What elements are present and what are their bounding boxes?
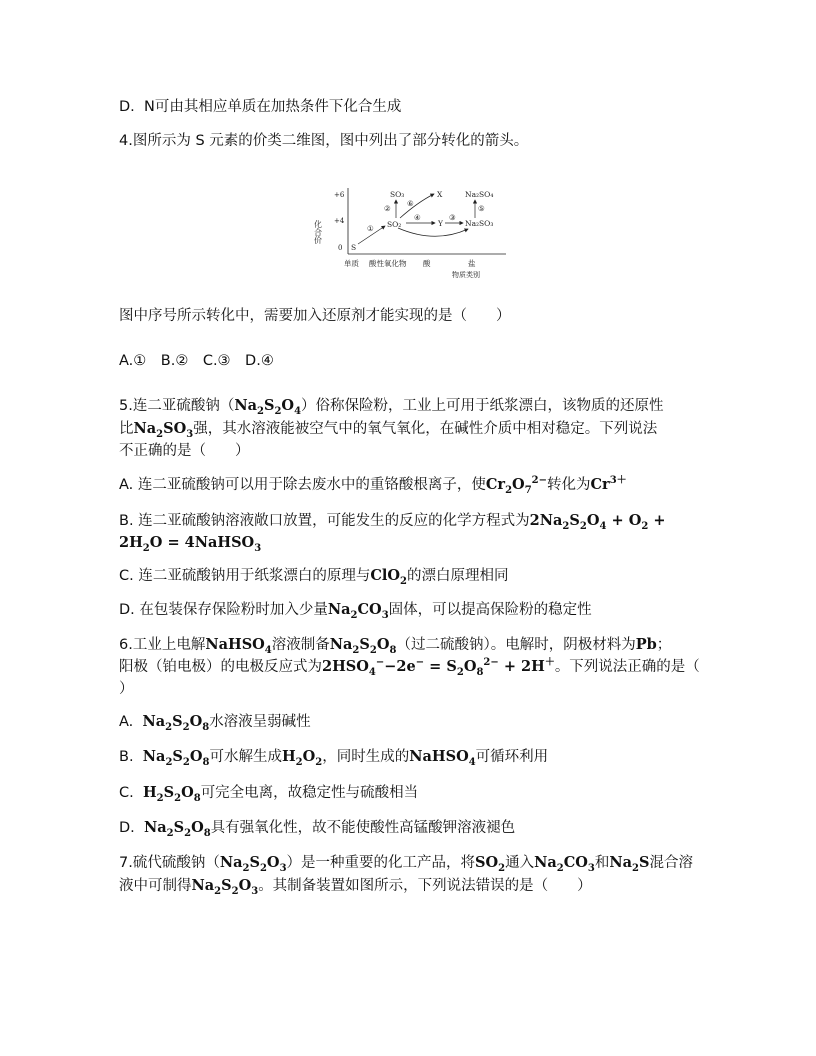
arrow-number: ⑤ (478, 204, 485, 213)
formula-pb: Pb (635, 636, 657, 653)
option-text: 可完全电离，故稳定性与硫酸相当 (200, 785, 419, 801)
option-label: D. (119, 99, 135, 115)
q6-option-b: B. $Na_2S_2O_8$可水解生成$H_2O_2$，同时生成的NaHSO$_4$可循环利用 (119, 748, 549, 768)
x-category: 单质 (344, 259, 359, 268)
formula-h2o2: $H_2O_2$ (281, 748, 323, 768)
species-na2so3: Na₂SO₃ (465, 219, 494, 228)
q5-option-c (119, 566, 509, 586)
q6-stem-part: （过二硫酸钠）。电解时，阴极材料为 (396, 637, 636, 653)
y-tick: 0 (338, 244, 343, 252)
question-7-line-1 (119, 853, 693, 873)
formula-clo2: ClO$_2$ (370, 567, 407, 587)
formula-na2s: $Na_2S$ (609, 854, 650, 874)
species-x: X (437, 190, 443, 199)
formula-cr3: $Cr^{3+}$ (590, 475, 627, 493)
x-category: 酸 (423, 259, 431, 268)
arrow-number: ② (384, 204, 391, 213)
q5-option-d (119, 600, 592, 620)
q6-stem-part: 溶液制备 (271, 637, 330, 653)
x-category: 盐 (468, 259, 476, 268)
option-text: 水溶液呈弱碱性 (209, 714, 311, 730)
q6-stem-part: 阳极（铂电极）的电极反应式为 (119, 659, 322, 675)
q7-stem-part: 通入 (505, 855, 535, 871)
arrow-curve (398, 228, 468, 236)
species-na2so4: Na₂SO₄ (465, 190, 494, 199)
formula-na2s2o3: $Na_2S_2O_3$ (191, 877, 259, 897)
arrow-number: ⑥ (407, 199, 414, 208)
q6-stem-part: 。下列说法正确的是（ (554, 659, 700, 675)
option-text: C. 连二亚硫酸钠用于纸浆漂白的原理与 (119, 568, 371, 584)
q5-option-b (119, 511, 666, 531)
formula-na2s2o8: $Na_2S_2O_8$ (142, 748, 210, 768)
question-6-line-3: ） (119, 681, 134, 697)
q7-stem-part: 液中可制得 (119, 878, 192, 894)
species-so3: SO₃ (390, 190, 405, 199)
formula-na2co3: $Na_2CO_3$ (327, 601, 389, 621)
option-text: 的漂白原理相同 (407, 568, 509, 584)
y-tick: +4 (334, 217, 345, 225)
x-axis-label: 物质类别 (452, 271, 480, 279)
valence-class-diagram (310, 180, 510, 280)
y-axis-label: 化合价 (313, 220, 323, 244)
option-text: B. 连二亚硫酸钠溶液敞口放置，可能发生的反应的化学方程式为 (119, 513, 530, 529)
option-text: 转化为 (547, 477, 591, 493)
arrow-number: ③ (449, 213, 456, 222)
formula-h2s2o8: $H_2S_2O_8$ (142, 784, 201, 804)
arrow-number: ① (367, 224, 374, 233)
q5-option-a (119, 475, 627, 495)
q6-option-d: D. $Na_2S_2O_8$具有强氧化性，故不能使酸性高锰酸钾溶液褪色 (119, 819, 516, 839)
q5-stem-part: 5.连二亚硫酸钠（ (119, 398, 235, 414)
y-tick: +6 (334, 191, 345, 199)
option-text: 固体，可以提高保险粉的稳定性 (388, 602, 592, 618)
formula-nahso4: NaHSO$_4$ (409, 748, 476, 768)
option-text: 可水解生成 (209, 749, 282, 765)
q7-stem-part: 混合溶 (649, 855, 693, 871)
q5-stem-part: 强，其水溶液能被空气中的氧气氧化，在碱性介质中相对稳定。下列说法 (193, 421, 658, 437)
question-5-line-2 (119, 419, 657, 439)
option-text: 具有强氧化性，故不能使酸性高锰酸钾溶液褪色 (210, 820, 516, 836)
option-text: 可循环利用 (475, 749, 549, 765)
formula-na2s2o8: $Na_2S_2O_8$ (329, 636, 397, 656)
q7-stem-part: 7.硫代硫酸钠（ (119, 855, 220, 871)
q5-option-b-cont (119, 533, 261, 553)
q6-option-c: C. $H_2S_2O_8$可完全电离，故稳定性与硫酸相当 (119, 784, 419, 804)
electrode-equation: $2HSO_4^--2e^- = S_2O_8^{2-} + 2H^+$ (322, 657, 555, 678)
formula-cr2o7: $Cr_2O_7^{2-}$ (485, 475, 547, 496)
q6-stem-part: ； (656, 637, 672, 653)
option-text: N可由其相应单质在加热条件下化合生成 (144, 99, 402, 115)
option-3d (119, 97, 401, 117)
species-so2: SO₂ (387, 220, 402, 229)
question-6-line-2 (119, 657, 700, 677)
q7-stem-part: 和 (594, 855, 610, 871)
x-category: 酸性氧化物 (369, 259, 407, 268)
q7-stem-part: ）是一种重要的化工产品，将 (286, 855, 476, 871)
formula-na2s2o8: $Na_2S_2O_8$ (144, 819, 211, 839)
question-7-line-2 (119, 876, 592, 896)
option-text: A. 连二亚硫酸钠可以用于除去废水中的重铬酸根离子，使 (119, 477, 486, 493)
question-4-stem: 4.图所示为 S 元素的价类二维图，图中列出了部分转化的箭头。 (119, 133, 529, 149)
formula-so2: $SO_2$ (475, 854, 506, 874)
q7-stem-part: 。其制备装置如图所示，下列说法错误的是（ ） (258, 878, 592, 894)
formula-na2s2o8: $Na_2S_2O_8$ (142, 713, 210, 733)
q6-option-a: A. $Na_2S_2O_8$水溶液呈弱碱性 (119, 713, 311, 733)
equation-part: $2Na_2S_2O_4 + O_2$ + (529, 512, 666, 532)
formula-na2s2o3: $Na_2S_2O_3$ (219, 854, 287, 874)
question-4-question: 图中序号所示转化中，需要加入还原剂才能实现的是（ ） (119, 308, 511, 324)
option-text: ，同时生成的 (322, 749, 410, 765)
arrow-number: ④ (414, 213, 421, 222)
equation-part: $2H_2O$ = 4NaHSO$_3$ (119, 534, 262, 554)
q6-stem-part: 6.工业上电解 (119, 637, 206, 653)
formula-na2so3: $Na_2SO_3$ (133, 420, 194, 440)
question-5-line-1 (119, 396, 664, 416)
species-y: Y (438, 219, 443, 228)
species-s: S (351, 243, 357, 252)
question-4-options: A.① B.② C.③ D.④ (119, 353, 274, 369)
q5-stem-part: 比 (119, 421, 134, 437)
option-text: D. 在包装保存保险粉时加入少量 (119, 602, 328, 618)
q5-stem-part: ）俗称保险粉，工业上可用于纸浆漂白，该物质的还原性 (301, 398, 664, 414)
formula-nahso4: NaHSO$_4$ (205, 636, 272, 656)
question-6-line-1 (119, 635, 671, 655)
question-5-line-3: 不正确的是（ ） (119, 443, 250, 459)
formula-na2co3: $Na_2CO_3$ (534, 854, 595, 874)
formula-na2s2o4: $Na_2S_2O_4$ (234, 397, 302, 417)
